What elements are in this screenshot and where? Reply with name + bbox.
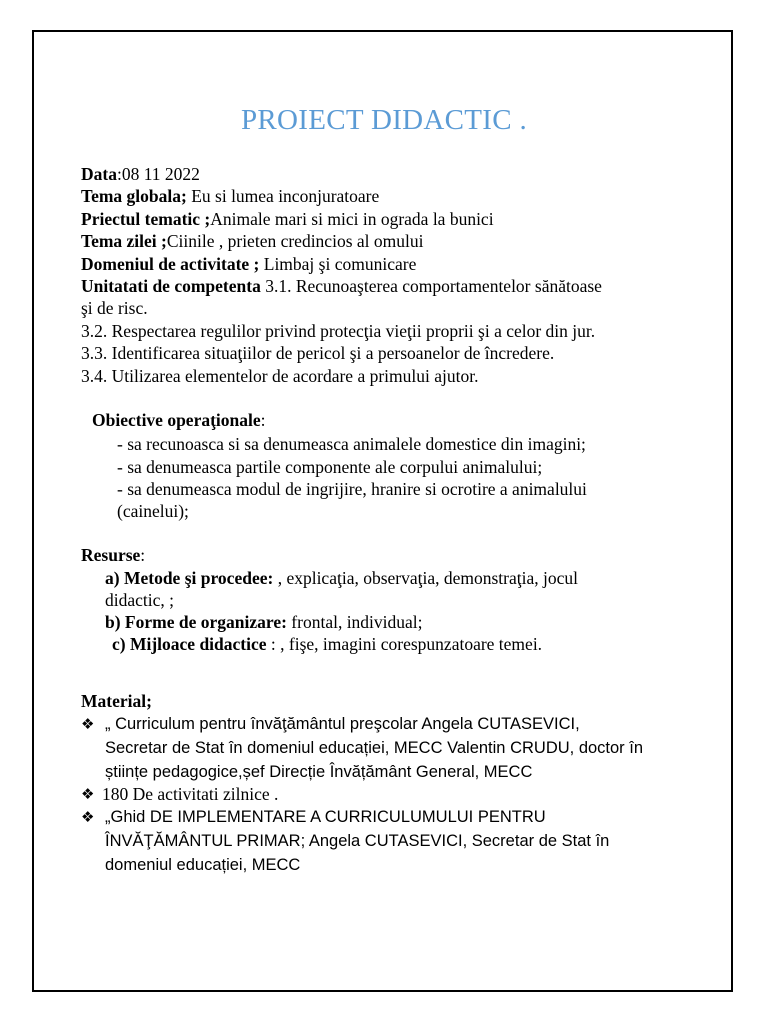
material-item-1a: „ Curriculum pentru învăţământul preşcolar Angela CUTASEVICI, bbox=[105, 715, 580, 733]
obiectiv-item: (cainelui); bbox=[117, 501, 189, 521]
domeniul-line: Domeniul de activitate ; Limbaj şi comunicare bbox=[81, 254, 417, 274]
page-title: PROIECT DIDACTIC . bbox=[240, 104, 527, 136]
unitati-line-2: 3.2. Respectarea regulilor privind protecţia vieţii proprii şi a celor din jur. bbox=[81, 321, 596, 341]
material-heading: Material; bbox=[81, 691, 152, 711]
material-item-1c: științe pedagogice,șef Direcție Învățământ General, MECC bbox=[105, 763, 533, 781]
resurse-heading: Resurse: bbox=[81, 545, 146, 565]
tema-zilei-line: Tema zilei ;Ciinile , prieten credincios al omului bbox=[81, 231, 424, 251]
bullet-icon: ❖ bbox=[81, 785, 95, 803]
obiectiv-item: - sa denumeasca partile componente ale corpului animalului; bbox=[117, 457, 543, 477]
material-item-3c: domeniul educației, MECC bbox=[105, 856, 301, 874]
unitati-line-1b: şi de risc. bbox=[81, 298, 148, 318]
obiectiv-item: - sa recunoasca si sa denumeasca animalele domestice din imagini; bbox=[117, 434, 586, 454]
unitati-line-1: Unitatati de competenta 3.1. Recunoaşterea comportamentelor sănătoase bbox=[81, 276, 602, 296]
material-item-2: 180 De activitati zilnice . bbox=[102, 784, 279, 804]
data-line: Data:08 11 2022 bbox=[81, 164, 200, 184]
forme-line: b) Forme de organizare: frontal, individual; bbox=[105, 612, 423, 632]
mijloace-line: c) Mijloace didactice : , fişe, imagini corespunzatoare temei. bbox=[112, 634, 543, 654]
metode-line: a) Metode şi procedee: , explicaţia, observaţia, demonstraţia, jocul bbox=[105, 568, 578, 588]
obiective-heading: Obiective operaţionale: bbox=[92, 410, 266, 430]
bullet-icon: ❖ bbox=[81, 808, 95, 826]
material-item-3b: ÎNVĂŢĂMÂNTUL PRIMAR; Angela CUTASEVICI, Secretar de Stat în bbox=[105, 832, 610, 850]
unitati-line-3: 3.3. Identificarea situaţiilor de pericol şi a persoanelor de încredere. bbox=[81, 343, 555, 363]
obiectiv-item: - sa denumeasca modul de ingrijire, hranire si ocrotire a animalului bbox=[117, 479, 587, 499]
bullet-icon: ❖ bbox=[81, 715, 95, 733]
material-item-3a: „Ghid DE IMPLEMENTARE A CURRICULUMULUI PENTRU bbox=[105, 808, 546, 826]
unitati-line-4: 3.4. Utilizarea elementelor de acordare a primului ajutor. bbox=[81, 366, 479, 386]
proiect-tematic-line: Priectul tematic ;Animale mari si mici in ograda la bunici bbox=[81, 209, 494, 229]
metode-cont-line: didactic, ; bbox=[105, 590, 175, 610]
tema-globala-line: Tema globala; Eu si lumea inconjuratoare bbox=[81, 186, 380, 206]
material-item-1b: Secretar de Stat în domeniul educației, MECC Valentin CRUDU, doctor în bbox=[105, 739, 644, 757]
